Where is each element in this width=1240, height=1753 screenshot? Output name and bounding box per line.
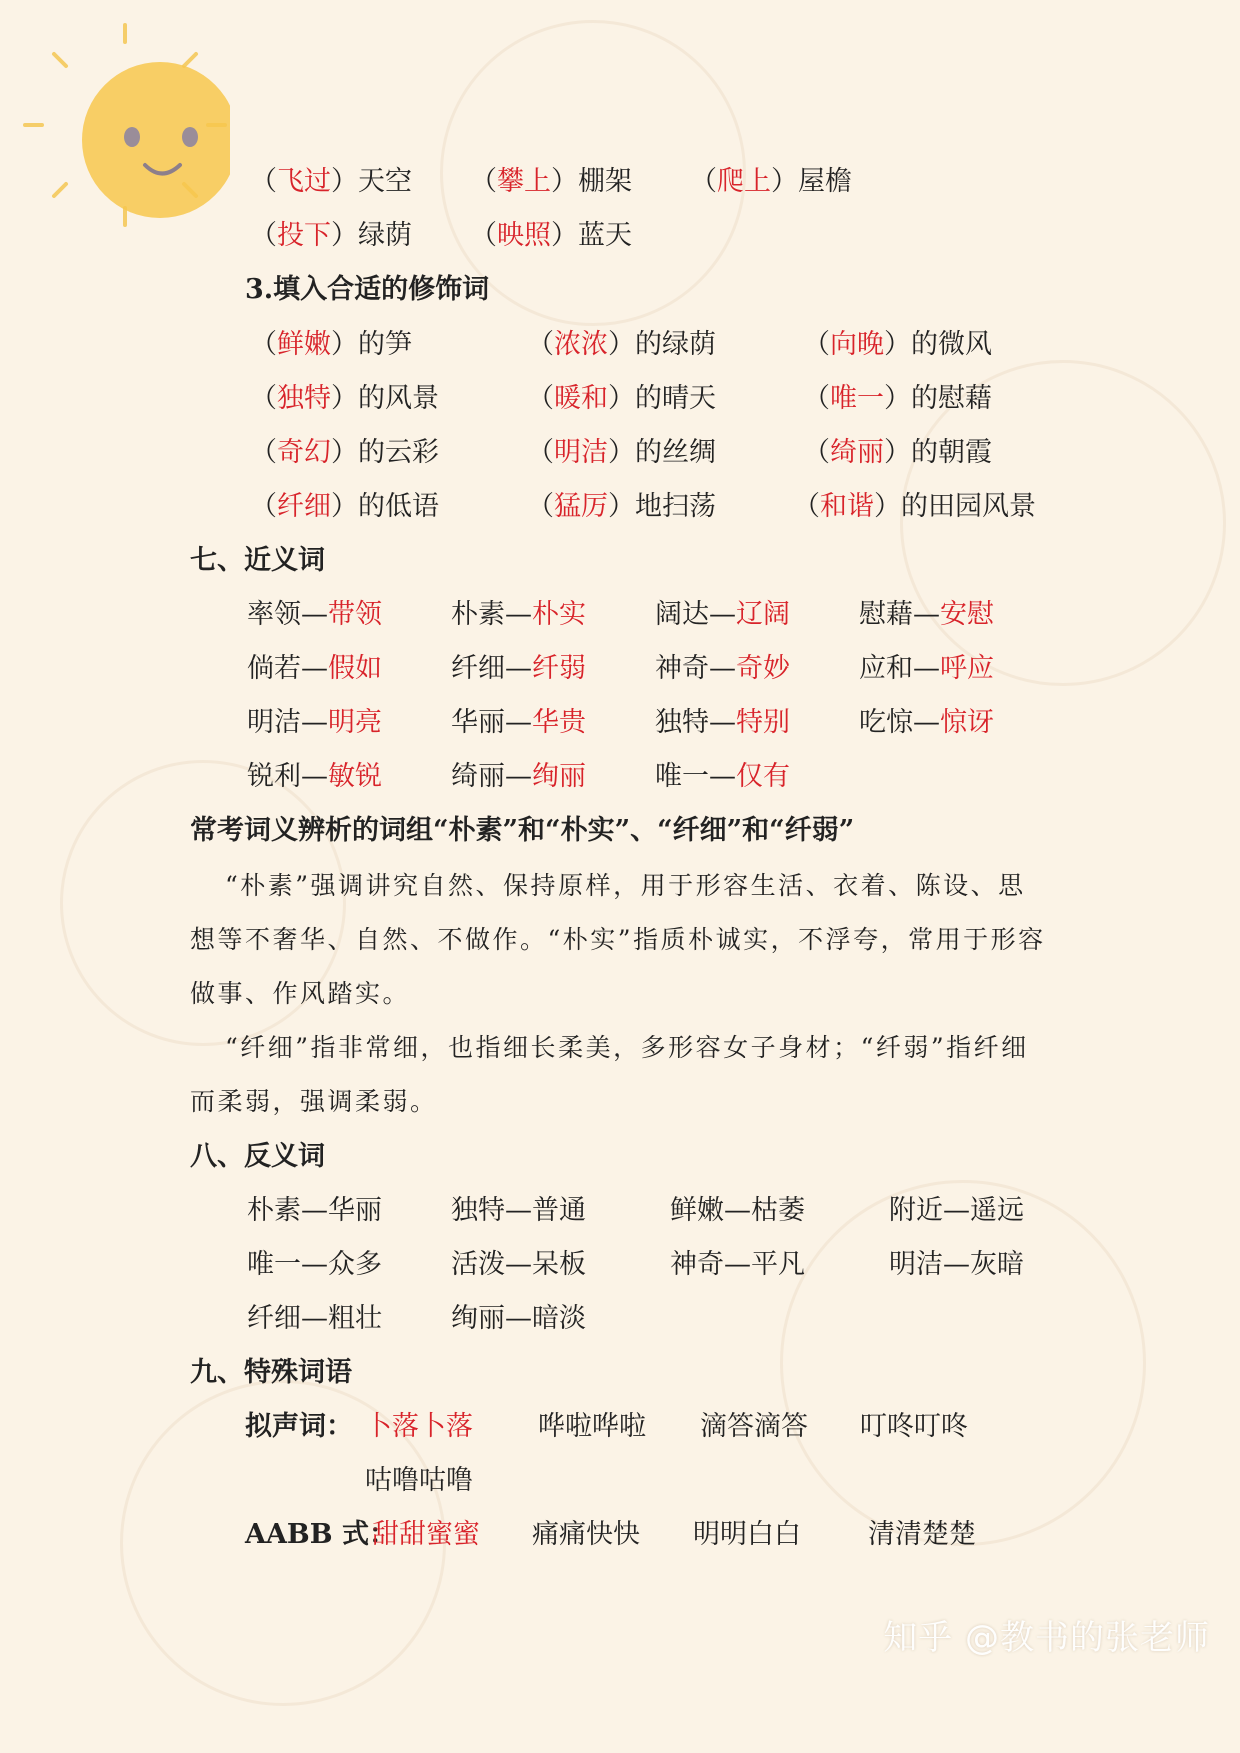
synonym-pair [859,595,994,635]
background-doodle [780,1180,1146,1546]
word: 锐利— [247,761,328,792]
analysis-paragraph: “朴素”强调讲究自然、保持原样，用于形容生活、衣着、陈设、思想等不奢华、自然、不做作。“朴实”指质朴诚实，不浮夸，常用于形容做事、作风踏实。 [190,871,1046,1008]
word: 唯一— [655,761,736,792]
answer-word: 纤弱 [532,653,586,684]
antonym-pair: 纤细—粗壮 [247,1303,382,1334]
synonym-pair [247,757,382,797]
answer-word: 奇妙 [736,653,790,684]
modifier-item: （独特）的风景 [250,383,439,414]
answer-word: 卜落卜落 [365,1411,473,1442]
answer-word: 带领 [328,599,382,630]
verb-item: （映照）蓝天 [470,220,632,251]
word: 滴答滴答 [700,1411,808,1442]
answer-word: 朴实 [532,599,586,630]
answer-word: 鲜嫩 [277,329,331,360]
heading-text: 七、近义词 [190,545,325,576]
word: 清清楚楚 [868,1519,976,1550]
word: 倘若— [247,653,328,684]
answer-word: 甜甜蜜蜜 [372,1519,480,1550]
verb-item: （爬上）屋檐 [690,166,852,197]
phrase-word: 的风景 [358,383,439,414]
modifier-item: （奇幻）的云彩 [250,437,439,468]
synonym-pair [655,757,790,797]
answer-word: 明洁 [554,437,608,468]
analysis-paragraph: “纤细”指非常细，也指细长柔美，多形容女子身材；“纤弱”指纤细而柔弱，强调柔弱。 [190,1033,1029,1116]
answer-word: 呼应 [940,653,994,684]
modifier-item: （猛厉）地扫荡 [527,491,716,522]
answer-word: 惊讶 [940,707,994,738]
antonym-pair: 朴素—华丽 [247,1195,382,1226]
word: 咕噜咕噜 [365,1465,473,1496]
answer-word: 明亮 [328,707,382,738]
phrase-word: 的丝绸 [635,437,716,468]
answer-word: 假如 [328,653,382,684]
modifier-item: （鲜嫩）的笋 [250,329,412,360]
synonym-pair [655,595,790,635]
phrase-word: 的笋 [358,329,412,360]
word: 独特— [655,707,736,738]
phrase-word: 的云彩 [358,437,439,468]
phrase-word: 的朝霞 [911,437,992,468]
answer-word: 唯一 [830,383,884,414]
synonym-pair [247,595,382,635]
antonym-pair: 唯一—众多 [247,1249,382,1280]
answer-word: 仅有 [736,761,790,792]
word: 应和— [859,653,940,684]
answer-word: 浓浓 [554,329,608,360]
word: 叮咚叮咚 [860,1411,968,1442]
answer-word: 飞过 [277,166,331,197]
phrase-word: 的晴天 [635,383,716,414]
word: 慰藉— [859,599,940,630]
onomatopoeia-label: 拟声词： [245,1411,353,1442]
answer-word: 暖和 [554,383,608,414]
antonym-pair: 绚丽—暗淡 [451,1303,586,1334]
heading-text: 3.填入合适的修饰词 [245,274,490,305]
phrase-word: 屋檐 [798,166,852,197]
synonym-pair [655,703,790,743]
heading-text: 九、特殊词语 [190,1357,352,1388]
sun-icon [20,20,230,230]
word: 绮丽— [451,761,532,792]
synonym-pair [451,703,586,743]
modifier-item: （浓浓）的绿荫 [527,329,716,360]
word: 华丽— [451,707,532,738]
aabb-label: AABB 式： [245,1519,396,1550]
verb-item: （飞过）天空 [250,166,412,197]
modifier-item: （和谐）的田园风景 [793,491,1036,522]
phrase-word: 的慰藉 [911,383,992,414]
word: 纤细— [451,653,532,684]
phrase-word: 的低语 [358,491,439,522]
answer-word: 猛厉 [554,491,608,522]
synonym-pair [655,649,790,689]
answer-word: 华贵 [532,707,586,738]
word: 率领— [247,599,328,630]
answer-word: 向晚 [830,329,884,360]
modifier-item: （绮丽）的朝霞 [803,437,992,468]
antonym-pair: 附近—遥远 [889,1195,1024,1226]
word: 神奇— [655,653,736,684]
word: 阔达— [655,599,736,630]
phrase-word: 的微风 [911,329,992,360]
answer-word: 辽阔 [736,599,790,630]
answer-word: 纤细 [277,491,331,522]
answer-word: 独特 [277,383,331,414]
phrase-word: 地扫荡 [635,491,716,522]
synonym-pair [451,757,586,797]
antonym-pair: 活泼—呆板 [451,1249,586,1280]
answer-word: 敏锐 [328,761,382,792]
phrase-word: 天空 [358,166,412,197]
heading-text: 八、反义词 [190,1141,325,1172]
answer-word: 奇幻 [277,437,331,468]
modifier-item: （向晚）的微风 [803,329,992,360]
answer-word: 安慰 [940,599,994,630]
answer-word: 特别 [736,707,790,738]
antonym-pair: 神奇—平凡 [670,1249,805,1280]
word: 吃惊— [859,707,940,738]
synonym-pair [859,703,994,743]
word: 明明白白 [693,1519,801,1550]
modifier-item: （暖和）的晴天 [527,383,716,414]
word: 痛痛快快 [532,1519,640,1550]
synonym-pair [247,649,382,689]
phrase-word: 棚架 [578,166,632,197]
verb-item: （攀上）棚架 [470,166,632,197]
synonym-pair [451,649,586,689]
word: 朴素— [451,599,532,630]
phrase-word: 的绿荫 [635,329,716,360]
watermark: 知乎 @教书的张老师 [883,1618,1210,1658]
synonym-pair [859,649,994,689]
phrase-word: 的田园风景 [901,491,1036,522]
word: 明洁— [247,707,328,738]
modifier-item: （唯一）的慰藉 [803,383,992,414]
modifier-item: （纤细）的低语 [250,491,439,522]
antonym-pair: 明洁—灰暗 [889,1249,1024,1280]
antonym-pair: 独特—普通 [451,1195,586,1226]
answer-word: 爬上 [717,166,771,197]
answer-word: 映照 [497,220,551,251]
synonym-pair [451,595,586,635]
answer-word: 和谐 [820,491,874,522]
phrase-word: 蓝天 [578,220,632,251]
answer-word: 绚丽 [532,761,586,792]
word: 哗啦哗啦 [538,1411,646,1442]
phrase-word: 绿荫 [358,220,412,251]
answer-word: 绮丽 [830,437,884,468]
answer-word: 投下 [277,220,331,251]
synonym-pair [247,703,382,743]
heading-text: 常考词义辨析的词组“朴素”和“朴实”、“纤细”和“纤弱” [190,815,855,846]
modifier-item: （明洁）的丝绸 [527,437,716,468]
answer-word: 攀上 [497,166,551,197]
verb-item: （投下）绿荫 [250,220,412,251]
antonym-pair: 鲜嫩—枯萎 [670,1195,805,1226]
